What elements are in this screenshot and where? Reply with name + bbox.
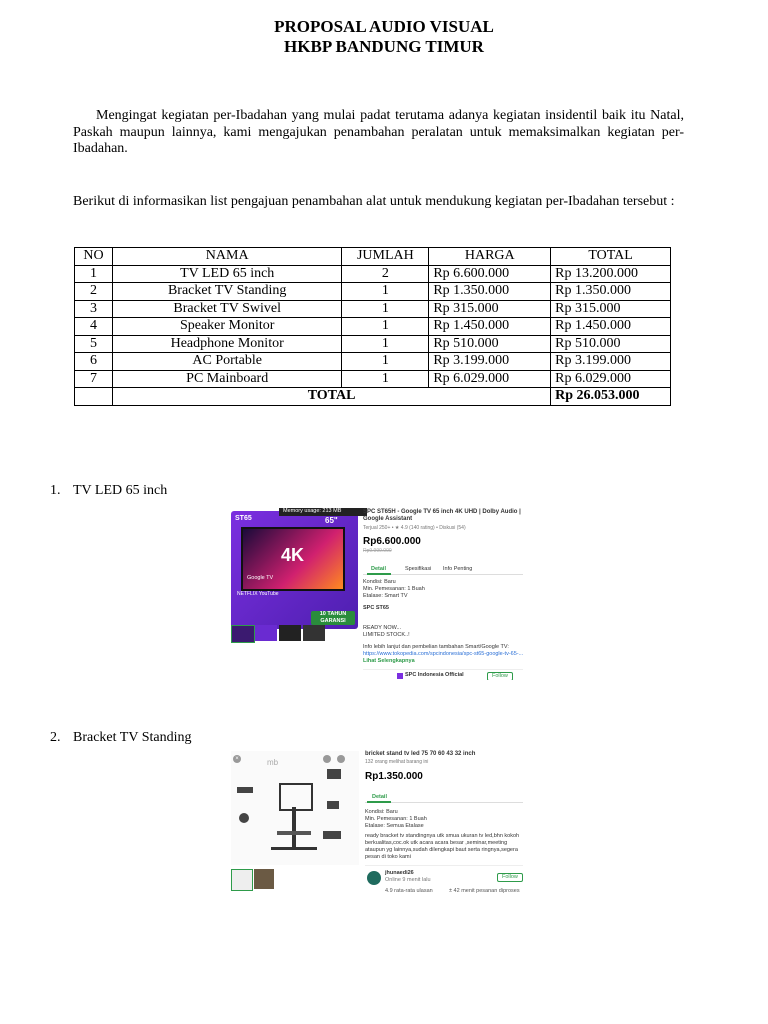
cell-jumlah: 1: [342, 353, 429, 371]
document-title-line2: HKBP BANDUNG TIMUR: [284, 37, 484, 56]
tv-screen: [241, 527, 345, 591]
bracket-part: [239, 813, 249, 823]
cell-no: 5: [75, 335, 113, 353]
product-screenshot-tv: [229, 507, 527, 680]
list-intro: Berikut di informasikan list pengajuan penambahan alat untuk mendukung kegiatan per-Ibadahan tersebut :: [73, 194, 675, 209]
header-no: NO: [75, 248, 113, 266]
bracket-part: [327, 769, 341, 779]
bracket-part: [327, 801, 339, 809]
tv-kondisi: Kondisi: Baru: [363, 579, 396, 585]
document-title-line1: PROPOSAL AUDIO VISUAL: [274, 17, 494, 36]
tv-size-badge: 65": [325, 516, 338, 525]
product-screenshot-bracket: [229, 749, 527, 901]
bracket-brand-mark: mb: [267, 758, 279, 767]
share-icon[interactable]: [323, 755, 331, 763]
cell-nama: TV LED 65 inch: [112, 265, 341, 283]
tv-strike-price: Rp9.999.000: [363, 548, 392, 554]
tv-product-image: [231, 511, 358, 629]
bracket-etalase[interactable]: Etalase: Semua Etalase: [365, 823, 424, 829]
bracket-kondisi: Kondisi: Baru: [365, 809, 398, 815]
cell-harga: Rp 510.000: [429, 335, 551, 353]
cell-jumlah: 1: [342, 283, 429, 301]
cell-harga: Rp 6.029.000: [429, 370, 551, 388]
bracket-shop-rating: 4.9 rata-rata ulasan: [385, 888, 433, 894]
cell-total: Rp 510.000: [551, 335, 671, 353]
bracket-tab-detail[interactable]: Detail: [372, 794, 387, 800]
memory-usage-bar: Memory usage: 213 MB: [279, 508, 367, 516]
table-row: [75, 300, 671, 318]
cell-nama: Bracket TV Standing: [112, 283, 341, 301]
active-tab-indicator: [367, 801, 391, 803]
cell-nama: AC Portable: [112, 353, 341, 371]
total-label: TOTAL: [112, 388, 550, 406]
tv-thumbnail[interactable]: [303, 625, 325, 641]
cell-jumlah: 1: [342, 300, 429, 318]
tv-shop-name[interactable]: SPC Indonesia Official: [405, 672, 464, 678]
bracket-price: Rp1.350.000: [365, 771, 423, 782]
intro-paragraph: Mengingat kegiatan per-Ibadahan yang mulai padat terutama adanya kegiatan insidentil baik itu Natal, Paskah maupun lainnya, kami mengajukan penambahan peralatan untuk memaksimalkan kegiatan per-Ibadahan.: [73, 108, 684, 156]
tv-desc-info: Info lebih lanjut dan pembelian tambahan Smart/Google TV:: [363, 644, 509, 650]
table-header-row: [75, 248, 671, 266]
section-1-label: TV LED 65 inch: [73, 483, 168, 498]
close-icon[interactable]: ×: [233, 755, 241, 763]
tv-banner-brand: ST65: [235, 515, 252, 522]
shop-divider: [365, 865, 523, 866]
bracket-description: ready bracket tv standingnya utk smua ukuran tv led,bhn kokoh berkualitas,coc.ok utk acara acara besar ,seminar,meeting ataupun yg lainnya,sudah dilengkapi baut serta ringnya,segera pesan di toko kami: [365, 833, 520, 860]
header-nama: NAMA: [112, 248, 341, 266]
bracket-follow-button[interactable]: Follow: [497, 873, 523, 882]
table-row: [75, 335, 671, 353]
table-row: [75, 283, 671, 301]
cell-harga: Rp 3.199.000: [429, 353, 551, 371]
cell-jumlah: 1: [342, 370, 429, 388]
tv-thumbnail[interactable]: [279, 625, 301, 641]
cell-no: 7: [75, 370, 113, 388]
cell-total: Rp 1.350.000: [551, 283, 671, 301]
cell-empty: [75, 388, 113, 406]
cell-nama: Speaker Monitor: [112, 318, 341, 336]
tv-sold-info: Terjual 250+ • ★ 4.9 (140 rating) • Diskusi (54): [363, 525, 466, 531]
bracket-pole: [292, 807, 296, 847]
tv-thumbnail[interactable]: [231, 625, 255, 643]
cell-harga: Rp 1.350.000: [429, 283, 551, 301]
table-row: [75, 265, 671, 283]
cell-jumlah: 2: [342, 265, 429, 283]
section-2-label: Bracket TV Standing: [73, 730, 192, 745]
tv-tab-detail[interactable]: Detail: [371, 566, 386, 572]
tv-follow-button[interactable]: Follow: [487, 672, 513, 680]
cell-jumlah: 1: [342, 335, 429, 353]
tv-etalase[interactable]: Etalase: Smart TV: [363, 593, 408, 599]
more-icon[interactable]: [337, 755, 345, 763]
table-row: [75, 353, 671, 371]
shop-avatar[interactable]: [367, 871, 381, 885]
table-row: [75, 370, 671, 388]
bracket-frame: [279, 783, 313, 811]
bracket-shop-name[interactable]: jhunaedi26: [385, 870, 414, 876]
header-total: TOTAL: [551, 248, 671, 266]
table-row: [75, 318, 671, 336]
cell-jumlah: 1: [342, 318, 429, 336]
header-jumlah: JUMLAH: [342, 248, 429, 266]
cell-total: Rp 1.450.000: [551, 318, 671, 336]
bracket-thumbnail[interactable]: [254, 869, 274, 889]
total-value: Rp 26.053.000: [551, 388, 671, 406]
cell-harga: Rp 1.450.000: [429, 318, 551, 336]
tv-desc-link[interactable]: https://www.tokopedia.com/spcindonesia/spc-st65-google-tv-65-...: [363, 651, 523, 657]
tv-warranty-badge: 10 TAHUN GARANSI: [311, 611, 355, 625]
bracket-shop-process: ± 42 menit pesanan diproses: [449, 888, 520, 894]
tv-see-more-link[interactable]: Lihat Selengkapnya: [363, 658, 415, 664]
cell-total: Rp 6.029.000: [551, 370, 671, 388]
bracket-shelf: [277, 831, 311, 835]
cell-no: 4: [75, 318, 113, 336]
cell-nama: Bracket TV Swivel: [112, 300, 341, 318]
tv-apps-label: NETFLIX YouTube: [237, 591, 279, 597]
bracket-base: [271, 847, 317, 850]
shop-badge-icon: [397, 673, 403, 679]
tv-desc-model: SPC ST65: [363, 605, 389, 611]
shop-divider: [363, 669, 523, 670]
tv-product-title: SPC ST65H - Google TV 65 inch 4K UHD | Dolby Audio | Google Assistant: [363, 509, 521, 522]
tv-min-order: Min. Pemesanan: 1 Buah: [363, 586, 425, 592]
section-1-number: 1.: [50, 483, 61, 498]
tv-4k-text: 4K: [281, 545, 305, 565]
tv-tab-info-penting[interactable]: Info Penting: [443, 566, 473, 572]
bracket-product-title: bricket stand tv led 75 70 60 43 32 inch: [365, 751, 476, 757]
bracket-shop-online: Online 9 menit lalu: [385, 877, 431, 883]
cell-total: Rp 315.000: [551, 300, 671, 318]
cell-no: 1: [75, 265, 113, 283]
cell-no: 6: [75, 353, 113, 371]
header-harga: HARGA: [429, 248, 551, 266]
items-table: [74, 247, 671, 406]
cell-nama: Headphone Monitor: [112, 335, 341, 353]
bracket-seen-info: 132 orang melihat barang ini: [365, 759, 429, 765]
tv-tab-spesifikasi[interactable]: Spesifikasi: [405, 566, 432, 572]
cell-harga: Rp 315.000: [429, 300, 551, 318]
bracket-product-image: [231, 751, 359, 865]
tv-thumbnail[interactable]: [255, 625, 277, 641]
tv-google-label: Google TV: [247, 575, 274, 581]
bracket-part: [237, 787, 253, 793]
tv-desc-ready: READY NOW...: [363, 625, 402, 631]
table-total-row: [75, 388, 671, 406]
bracket-thumbnail[interactable]: [231, 869, 253, 891]
active-tab-indicator: [367, 573, 391, 575]
tv-price: Rp6.600.000: [363, 536, 421, 547]
cell-harga: Rp 6.600.000: [429, 265, 551, 283]
cell-no: 3: [75, 300, 113, 318]
cell-total: Rp 13.200.000: [551, 265, 671, 283]
section-2-number: 2.: [50, 730, 61, 745]
cell-nama: PC Mainboard: [112, 370, 341, 388]
cell-no: 2: [75, 283, 113, 301]
tv-desc-stock: LIMITED STOCK..!: [363, 632, 410, 638]
bracket-part: [323, 831, 341, 839]
bracket-min-order: Min. Pemesanan: 1 Buah: [365, 816, 427, 822]
cell-total: Rp 3.199.000: [551, 353, 671, 371]
